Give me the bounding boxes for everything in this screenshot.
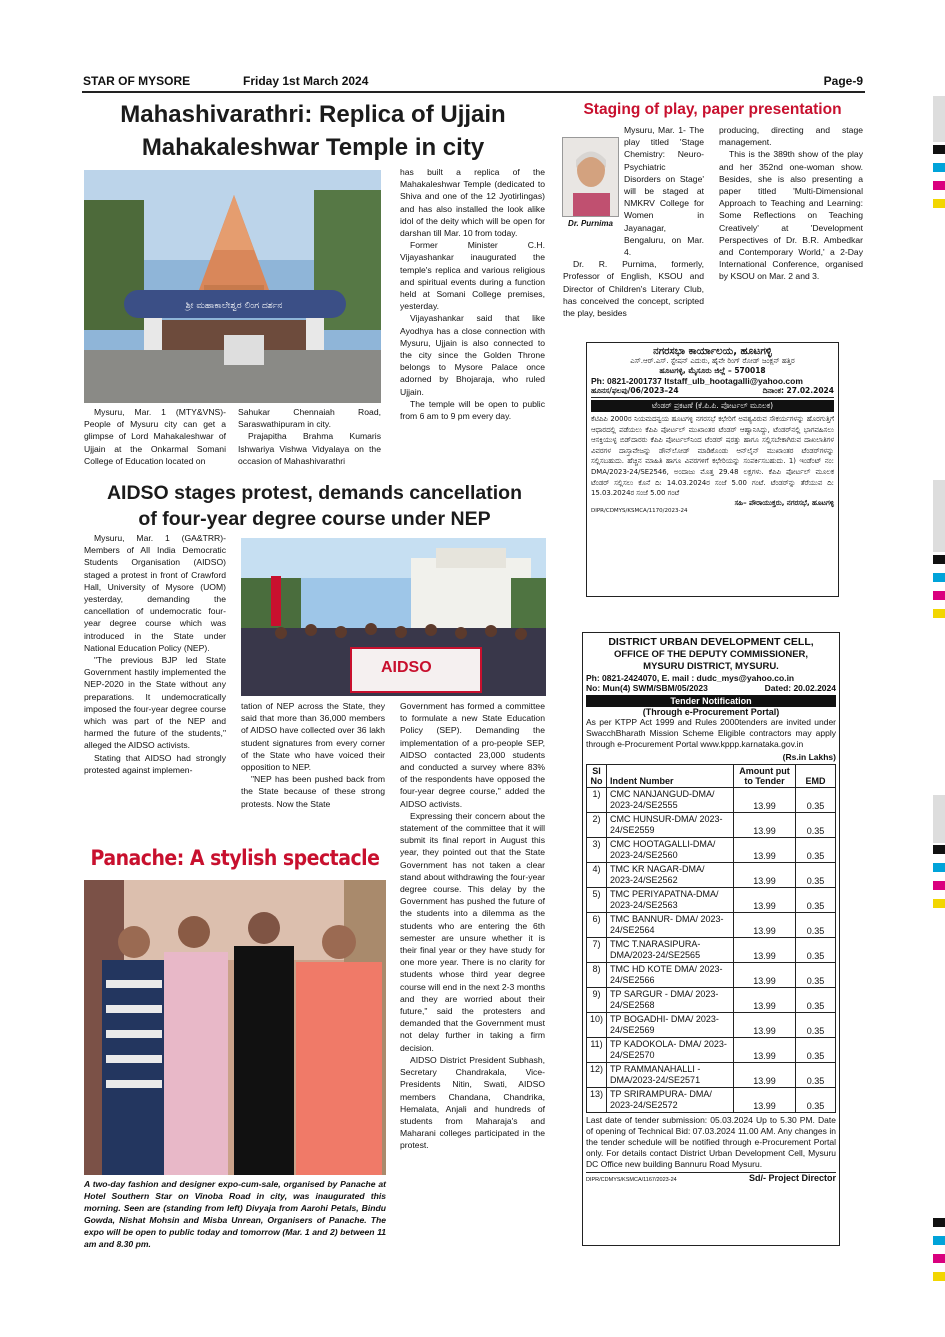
header-emd: EMD — [796, 765, 836, 788]
ad2-ref: No: Mun(4) SWM/SBM/05/2023 — [586, 683, 708, 693]
table-row — [587, 888, 836, 913]
temple-photo — [84, 170, 381, 403]
story1-col3-para3: Vijayashankar said that like Ayodhya has a close connection with Mysuru, Ujjain is also connected to the city since the Golden Throne belongs to Mysore Palace once adorned by Bhojaraja, who ruled Ujjain. — [400, 313, 545, 397]
ad1-body: ಕೆಟಿಪಿಪಿ 2000ರ ನಿಯಮದನ್ವಯ ಹೂಟಗಳ್ಳಿ ನಗರಸಭೆ ಕಛೇರಿಗೆ ಅವಶ್ಯವಿರುವ ಸೌಕರ್ಯಗಳನ್ನು ಹೊರಗುತ್ತಿಗೆ ಆಧಾರದಲ್ಲಿ ಪಡೆಯಲು ಕೆಪಿಪಿ ಪೋರ್ಟಲ್ ಮುಖಾಂತರ ಟೆಂಡರ್ ಆಹ್ವಾನಿಸಿದ್ದು, ಟೆಂಡರ್‌ನಲ್ಲಿ ಭಾಗವಹಿಸಲು ಆಸಕ್ತಿಯುಳ್ಳ ಬಿಡ್‌ದಾರರು ಕೆಪಿಪಿ ಪೋರ್ಟಲ್‌ನಿಂದ ಟೆಂಡರ್ ಷರತ್ತು ಹಾಗೂ ಸಲ್ಲಿಸಬೇಕಾಗಿರುವ ದಾಖಲಾತಿಗಳ ವಿವರಗಳ ದಾಸ್ತಾವೇಜನ್ನು ಡೌನ್‌ಲೋಡ್ ಮಾಡಿಕೊಂಡು ಆನ್‌ಲೈನ್ ಮುಖಾಂತರ ಟೆಂಡರ್‌ಗಳನ್ನು ಸಲ್ಲಿಸಬಹುದು. ಹೆಚ್ಚಿನ ಮಾಹಿತಿ ಹಾಗೂ ವಿವರಗಳಿಗೆ ಕಛೇರಿಯನ್ನು ಸಂಪರ್ಕಿಸಬಹುದು. 1) ಇಂಡೆಂಟ್ ನಂ: DMA/2023-24/SE2546, ಅಂದಾಜು ಮೊತ್ತ 29.48 ಲಕ್ಷಗಳು. ಕೆಪಿಪಿ ಪೋರ್ಟಲ್ ಮೂಲಕ ಟೆಂಡರ್ ಸಲ್ಲಿಸಲು ಕೊನೆ ದಿ: 14.03.2024ರ ಸಂಜೆ 5.00 ಗಂಟೆ. ಟೆಂಡರ್‌ನ್ನು ತೆರೆಯುವ ದಿ: 15.03.2024ರ ಸಂಜೆ 5.00 ಗಂಟೆ — [591, 415, 834, 498]
row-indent: CMC HOOTAGALLI-DMA/ 2023-24/SE2560 — [607, 838, 734, 863]
protest-photo — [241, 538, 546, 696]
row-amount: 13.99 — [734, 988, 796, 1013]
story1-col1-para: Mysuru, Mar. 1 (MTY&VNS)- People of Mysuru city can get a glimpse of Lord Mahakaleshwar of Ujjain at the Onkarmal Somani College of Education located on — [84, 407, 226, 466]
row-emd: 0.35 — [796, 1013, 836, 1038]
row-emd: 0.35 — [796, 1088, 836, 1113]
row-emd: 0.35 — [796, 788, 836, 813]
row-sl-no: 12) — [587, 1063, 607, 1088]
row-emd: 0.35 — [796, 813, 836, 838]
story3-col1-para2: "The previous BJP led State Government hastily implemented the NEP-2020 in the State without any preparations. It undemocratically imposed the four-year degree course which was part of the NEP and harmed the future of the students," alleged the AIDSO activists. — [84, 655, 226, 751]
story1-col2-para2: Prajapitha Brahma Kumaris Ishwariya Vishwa Vidyalaya on the occasion of Mahashivarathri — [238, 431, 381, 466]
row-sl-no: 3) — [587, 838, 607, 863]
paper-name: STAR OF MYSORE — [83, 74, 191, 88]
row-indent: CMC NANJANGUD-DMA/ 2023-24/SE2555 — [607, 788, 734, 813]
row-sl-no: 6) — [587, 913, 607, 938]
ad1-banner: ಟೆಂಡರ್ ಪ್ರಕಟಣೆ (ಕೆ.ಪಿ.ಪಿ. ಪೋರ್ಟಲ್ ಮೂಲಕ) — [591, 400, 834, 412]
gray-edge-block-1 — [933, 96, 945, 142]
gray-edge-block-3 — [933, 795, 945, 843]
table-row — [587, 838, 836, 863]
ad2-line3: MYSURU DISTRICT, MYSURU. — [643, 661, 779, 672]
ad2-intro: As per KTPP Act 1999 and Rules 2000tenders are invited under SwacchBharath Mission Scheme Eligible contractors may apply through e-Procurement Portal www.kppp.karnataka.gov.in — [586, 717, 836, 749]
ad2-units: (Rs.in Lakhs) — [782, 752, 836, 762]
story3-col3-para1: Government has formed a committee to formulate a new State Education Policy (SEP). Demanding the implementation of a pro-people SEP, AIDSO contacted 23,000 students and conducted a survey where 83% of the respondents have opposed the four-year degree course," added the AIDSO activists. — [400, 701, 545, 809]
story3-col3-para2: Expressing their concern about the statement of the committee that it will submit its final report in August this year, they pointed out that the State Government has not taken a clear stand about withdrawing the four-year degree course. This delay by the Government has pushed the future of the students into a dilemma as the students who are entering the 6th semester are unsure whether it is their final year or they have study for one more year. There is no clarity for students whose third year degree course will end in the next 2-3 months and they are worried about their future," said the protesters and demanded that the Government must not delay further in taking a firm decision. — [400, 810, 545, 1053]
row-indent: TP KADOKOLA- DMA/ 2023-24/SE2570 — [607, 1038, 734, 1063]
story1-col2-para1: Sahukar Chennaiah Road, Saraswathipuram in city. — [238, 407, 381, 430]
row-emd: 0.35 — [796, 913, 836, 938]
row-amount: 13.99 — [734, 963, 796, 988]
ad2-line1: DISTRICT URBAN DEVELOPMENT CELL, — [608, 636, 814, 648]
story2-para3: producing, directing and stage management. — [719, 125, 863, 148]
story3-col1 — [84, 532, 226, 776]
registration-marks-2 — [933, 555, 945, 627]
story3-col2-para2: "NEP has been pushed back from the State because of these strong protests. Now the State — [241, 774, 385, 809]
panache-caption: A two-day fashion and designer expo-cum-sale, organised by Panache at Hotel Southern Star on Vinoba Road in city, was inaugurated this morning. Seen are (standing from left) Divyaja from Aarohi Petals, Bindu Gowda, Nishat Mohsin and Misba Unrean, Organisers of Panache. The expo will be open to public today and tomorrow (Mar. 1 and 2) between 11 am and 8.30 pm. — [84, 1179, 386, 1249]
story3-headline — [82, 480, 547, 532]
registration-marks-3 — [933, 845, 945, 917]
ad1-ref: ಹೂನಸ/ಫಲಪು/06/2023–24 — [591, 386, 679, 395]
page-number: Page-9 — [823, 74, 863, 88]
row-amount: 13.99 — [734, 1063, 796, 1088]
story1-col2 — [238, 406, 381, 467]
story1-col3 — [400, 166, 545, 422]
row-amount: 13.99 — [734, 913, 796, 938]
row-indent: TP SRIRAMPURA- DMA/ 2023-24/SE2572 — [607, 1088, 734, 1113]
ad1-phone: Ph: 0821-2001737 ltstaff_ulb_hootagalli@yahoo.com — [591, 376, 803, 386]
table-row — [587, 913, 836, 938]
row-indent: TMC KR NAGAR-DMA/ 2023-24/SE2562 — [607, 863, 734, 888]
table-row — [587, 813, 836, 838]
row-amount: 13.99 — [734, 1038, 796, 1063]
tender-table — [586, 764, 836, 1113]
story3-col2 — [241, 700, 385, 810]
ad2-line2: OFFICE OF THE DEPUTY COMMISSIONER, — [613, 649, 809, 660]
masthead — [83, 74, 863, 90]
row-sl-no: 7) — [587, 938, 607, 963]
row-emd: 0.35 — [796, 888, 836, 913]
table-row — [587, 1038, 836, 1063]
issue-date: Friday 1st March 2024 — [243, 74, 369, 88]
story3-col1-para1: Mysuru, Mar. 1 (GA&TRR)- Members of All India Democratic Students Organisation (AIDSO) staged a protest in front of Crawford Hall, University of Mysore (UOM) yesterday, demanding the cancellation of undemocratic four-year degree course which was introduced in the State under National Education Policy (NEP). — [84, 533, 226, 653]
story2-para4: This is the 389th show of the play and her 352nd one-woman show. Besides, she is also presenting a paper titled 'Multi-Dimensional Approach to Teaching and Learning: Some Reflections on Teaching Creatively' at 'Development Perspectives of Dr. B.R. Ambedkar and Contemporary World,' a 2-Day International Conference, organised by KSOU on Mar. 2 and 3. — [719, 149, 863, 282]
row-amount: 13.99 — [734, 888, 796, 913]
story3-col3 — [400, 700, 545, 1152]
ad2-banner: Tender Notification — [586, 695, 836, 707]
ad1-code: DIPR/CDMYS/KSMCA/1170/2023-24 — [591, 507, 688, 514]
row-amount: 13.99 — [734, 838, 796, 863]
story3-col2-para1: tation of NEP across the State, they said that more than 36,000 members of AIDSO have collected over 36 lakh student signatures from every corner of the State who have voiced their opposition to NEP. — [241, 701, 385, 773]
story1-headline-line2: Mahakaleshwar Temple in city — [141, 134, 485, 161]
gray-edge-block-2 — [933, 480, 945, 552]
row-amount: 13.99 — [734, 938, 796, 963]
story2-headline: Staging of play, paper presentation — [583, 101, 842, 118]
panache-photo — [84, 880, 386, 1175]
row-emd: 0.35 — [796, 838, 836, 863]
ad2-code: DIPR/CDMYS/KSMCA/1167/2023-24 — [586, 1177, 677, 1183]
story3-col3-para3: AIDSO District President Subhash, Secretary Chandrakala, Vice-Presidents Nitin, Swati, AIDSO members Chandana, Chandrika, Hemalata, Anjali and hundreds of students from Maharaja's and Maharani colleges participated in the protest. — [400, 1054, 545, 1151]
story3-col1-para3: Stating that AIDSO had strongly protested against implemen- — [84, 752, 226, 775]
row-sl-no: 11) — [587, 1038, 607, 1063]
row-indent: TP BOGADHI- DMA/ 2023-24/SE2569 — [607, 1013, 734, 1038]
row-emd: 0.35 — [796, 963, 836, 988]
story1-col3-para4: The temple will be open to public from 6 am to 9 pm every day. — [400, 398, 545, 422]
story1-col3-para2: Former Minister C.H. Vijayashankar inaugurated the temple's replica and various religious and spiritual events during a function held at Somani College premises, yesterday. — [400, 240, 545, 312]
table-row — [587, 1088, 836, 1113]
row-sl-no: 8) — [587, 963, 607, 988]
ad2-bottom-row — [586, 1172, 836, 1183]
row-indent: TMC T.NARASIPURA- DMA/2023-24/SE2565 — [607, 938, 734, 963]
row-sl-no: 1) — [587, 788, 607, 813]
row-sl-no: 9) — [587, 988, 607, 1013]
purnima-caption: Dr. Purnima — [568, 219, 613, 228]
table-row — [587, 1063, 836, 1088]
table-row — [587, 863, 836, 888]
row-amount: 13.99 — [734, 863, 796, 888]
table-row — [587, 988, 836, 1013]
row-indent: TP SARGUR - DMA/ 2023-24/SE2568 — [607, 988, 734, 1013]
row-indent: TMC PERIYAPATNA-DMA/ 2023-24/SE2563 — [607, 888, 734, 913]
header-indent: Indent Number — [607, 765, 734, 788]
ad1-signature: ಸಹಿ– ಪೌರಾಯುಕ್ತರು, ನಗರಸಭೆ, ಹೂಟಗಳ್ಳಿ — [734, 498, 834, 507]
ad2-footer: Last date of tender submission: 05.03.2024 Up to 5.30 PM. Date of opening of Technical Bid: 07.03.2024 11.00 AM. Any changes in the tender schedule will be notified through e-Procurement Portal only. For details contact District Urban Development Cell, Mysuru DC Office new building Bannuru Road Mysuru. — [586, 1115, 836, 1169]
row-emd: 0.35 — [796, 1038, 836, 1063]
ad2-signature: Sd/- Project Director — [748, 1173, 836, 1183]
temple-arch-text: ಶ್ರೀ ಮಹಾಕಾಲೇಶ್ವರ ಲಿಂಗ ದರ್ಶನ — [185, 301, 283, 311]
ad2-dated: Dated: 20.02.2024 — [764, 683, 836, 693]
ad1-address: ಎಸ್.ಆರ್.ಎಸ್. ಸ್ಟೇಷನ್ ಎದುರು, ಹೈವೇ ರಿಂಗ್ ರೋಡ್ ಜಂಕ್ಷನ್ ಹತ್ತಿರ — [630, 357, 795, 365]
row-sl-no: 13) — [587, 1088, 607, 1113]
row-amount: 13.99 — [734, 788, 796, 813]
story4-headline: Panache: A stylish spectacle — [90, 846, 380, 870]
tender-table-header — [587, 765, 836, 788]
table-row — [587, 1013, 836, 1038]
row-indent: TMC HD KOTE DMA/ 2023-24/SE2566 — [607, 963, 734, 988]
story2-para1: Mysuru, Mar. 1- The play titled 'Stage Chemistry: Neuro-Psychiatric Disorders on Stage' will be staged at NMKRV College for Women in Jayanagar, Bengaluru, on Mar. 4. — [624, 125, 704, 258]
story1-headline-line1: Mahashivarathri: Replica of Ujjain — [120, 101, 506, 128]
masthead-rule — [82, 91, 865, 93]
row-amount: 13.99 — [734, 1013, 796, 1038]
header-amount: Amount put to Tender — [734, 765, 796, 788]
registration-marks-1 — [933, 145, 945, 217]
row-indent: TP RAMMANAHALLI - DMA/2023-24/SE2571 — [607, 1063, 734, 1088]
row-emd: 0.35 — [796, 988, 836, 1013]
story2-para2: Dr. R. Purnima, formerly, Professor of English, KSOU and Director of Children's Literary Club, has conceived the concept, scripted the play, besides — [563, 259, 704, 319]
ad2-ref-row — [586, 683, 836, 693]
row-sl-no: 10) — [587, 1013, 607, 1038]
row-emd: 0.35 — [796, 1063, 836, 1088]
ad1-date: ದಿನಾಂಕ: 27.02.2024 — [762, 386, 834, 395]
story1-col3-para1: has built a replica of the Mahakaleshwar Temple (dedicated to Shiva and one of the 12 Jyotirlingas) and has also installed the look alike idol of the deity which will be open for darshan till Mar. 10 from today. — [400, 167, 545, 239]
table-row — [587, 788, 836, 813]
row-sl-no: 5) — [587, 888, 607, 913]
story3-headline-line2: of four-year degree course under NEP — [138, 508, 491, 530]
registration-marks-4 — [933, 1218, 945, 1290]
story3-headline-line1: AIDSO stages protest, demands cancellation — [106, 482, 523, 504]
story2-col1 — [563, 124, 704, 319]
story1-headline — [82, 98, 544, 164]
row-sl-no: 4) — [587, 863, 607, 888]
ad1-title: ನಗರಸಭಾ ಕಾರ್ಯಾಲಯ, ಹೂಟಗಳ್ಳಿ — [653, 346, 772, 357]
story1-col1 — [84, 406, 226, 467]
header-sl-no: Sl No — [587, 765, 607, 788]
row-emd: 0.35 — [796, 938, 836, 963]
row-amount: 13.99 — [734, 1088, 796, 1113]
table-row — [587, 963, 836, 988]
ad1-ref-row — [591, 386, 834, 398]
row-sl-no: 2) — [587, 813, 607, 838]
dudc-tender-ad — [582, 632, 840, 1246]
row-emd: 0.35 — [796, 863, 836, 888]
row-amount: 13.99 — [734, 813, 796, 838]
ad2-subtitle: (Through e-Procurement Portal) — [642, 707, 780, 717]
row-indent: CMC HUNSUR-DMA/ 2023-24/SE2559 — [607, 813, 734, 838]
row-indent: TMC BANNUR- DMA/ 2023-24/SE2564 — [607, 913, 734, 938]
ad2-phone: Ph: 0821-2424070, E. mail : dudc_mys@yahoo.co.in — [586, 673, 795, 683]
hootagalli-tender-ad — [586, 342, 839, 597]
aidso-banner-text: AIDSO — [381, 659, 432, 676]
story2-col2 — [719, 124, 863, 283]
ad1-city: ಹೂಟಗಳ್ಳಿ, ಮೈಸೂರು ಜಿಲ್ಲೆ – 570018 — [659, 366, 766, 375]
table-row — [587, 938, 836, 963]
